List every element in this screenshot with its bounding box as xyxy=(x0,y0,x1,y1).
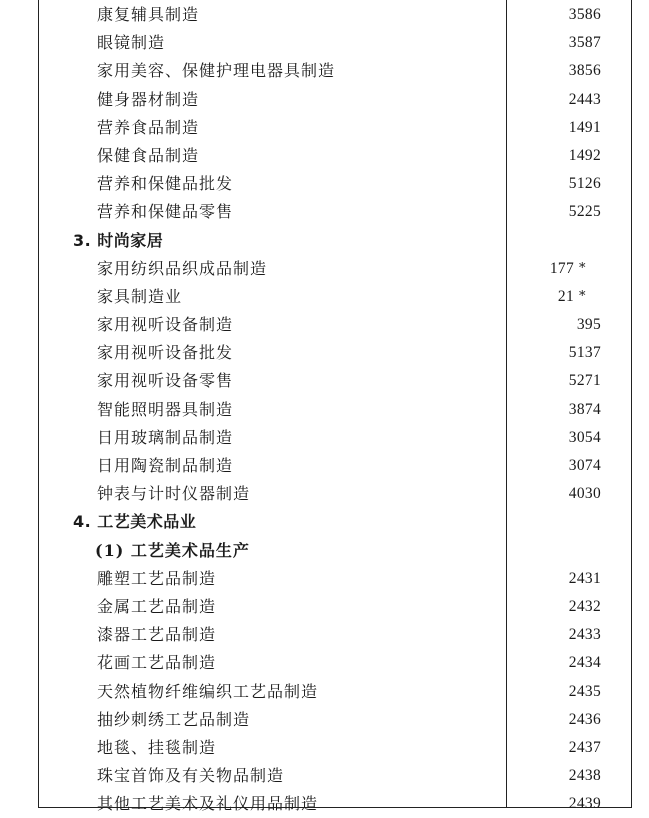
industry-code: 2438 xyxy=(568,767,601,785)
industry-name: 家用美容、保健护理电器具制造 xyxy=(97,61,336,81)
industry-name: 健身器材制造 xyxy=(97,89,200,109)
industry-name: 天然植物纤维编织工艺品制造 xyxy=(97,681,319,701)
industry-code: 5137 xyxy=(568,344,601,362)
industry-code: 2443 xyxy=(568,90,601,108)
industry-code: 1492 xyxy=(568,146,601,164)
industry-code: 2435 xyxy=(568,682,601,700)
industry-code: 21 xyxy=(557,287,574,305)
industry-code: 5126 xyxy=(568,175,601,193)
table-row xyxy=(39,255,633,283)
industry-name: 营养和保健品批发 xyxy=(97,174,234,194)
industry-code: 2436 xyxy=(568,710,601,728)
industry-name: 家用视听设备批发 xyxy=(97,343,234,363)
table-row xyxy=(39,57,633,85)
section-title: 3. 时尚家居 xyxy=(73,230,164,250)
table-row xyxy=(39,198,633,226)
table-row xyxy=(39,565,633,593)
industry-name: 家用视听设备制造 xyxy=(97,315,234,335)
table-row xyxy=(39,678,633,706)
industry-name: 雕塑工艺品制造 xyxy=(97,568,217,588)
table-rows xyxy=(39,0,633,818)
industry-code: 3856 xyxy=(568,62,601,80)
industry-name: 金属工艺品制造 xyxy=(97,596,217,616)
industry-name: 家具制造业 xyxy=(97,286,183,306)
industry-name: 康复辅具制造 xyxy=(97,5,200,24)
industry-code: 2437 xyxy=(568,738,601,756)
industry-name: 眼镜制造 xyxy=(97,33,166,53)
subsection-row xyxy=(39,537,633,565)
industry-name: 智能照明器具制造 xyxy=(97,399,234,419)
table-row xyxy=(39,480,633,508)
section-title: 4. 工艺美术品业 xyxy=(73,512,197,532)
industry-code: 3586 xyxy=(568,6,601,23)
industry-code: 2433 xyxy=(568,626,601,644)
table-row xyxy=(39,649,633,677)
table-row xyxy=(39,621,633,649)
table-row xyxy=(39,142,633,170)
industry-code: 395 xyxy=(576,316,601,334)
industry-code: 2432 xyxy=(568,597,601,615)
industry-name: 珠宝首饰及有关物品制造 xyxy=(97,766,285,786)
industry-name: 家用视听设备零售 xyxy=(97,371,234,391)
table-row xyxy=(39,396,633,424)
industry-name: 日用玻璃制品制造 xyxy=(97,427,234,447)
table-row xyxy=(39,762,633,790)
table-row xyxy=(39,790,633,818)
industry-name: 钟表与计时仪器制造 xyxy=(97,484,251,504)
industry-name: 漆器工艺品制造 xyxy=(97,625,217,645)
industry-name: 花画工艺品制造 xyxy=(97,653,217,673)
table-row xyxy=(39,706,633,734)
industry-code: 5225 xyxy=(568,203,601,221)
industry-code: 2431 xyxy=(568,569,601,587)
industry-code: 2439 xyxy=(568,795,601,813)
industry-name: 营养和保健品零售 xyxy=(97,202,234,222)
table-row xyxy=(39,114,633,142)
table-row xyxy=(39,29,633,57)
table-row xyxy=(39,367,633,395)
table-row xyxy=(39,283,633,311)
table-row xyxy=(39,734,633,762)
industry-code: 2434 xyxy=(568,654,601,672)
subsection-title: (1) 工艺美术品生产 xyxy=(95,540,250,560)
table-row xyxy=(39,170,633,198)
table-row xyxy=(39,452,633,480)
industry-code: 5271 xyxy=(568,372,601,390)
industry-code: 4030 xyxy=(568,485,601,503)
industry-name: 地毯、挂毯制造 xyxy=(97,737,217,757)
asterisk-mark: * xyxy=(579,260,586,276)
industry-name: 抽纱刺绣工艺品制造 xyxy=(97,709,251,729)
section-row xyxy=(39,508,633,536)
section-row xyxy=(39,227,633,255)
table-row xyxy=(39,339,633,367)
industry-code: 3874 xyxy=(568,400,601,418)
table-row xyxy=(39,593,633,621)
industry-name: 日用陶瓷制品制造 xyxy=(97,456,234,475)
industry-code: 177 xyxy=(549,259,574,277)
industry-name: 营养食品制造 xyxy=(97,117,200,137)
industry-code: 3587 xyxy=(568,34,601,52)
industry-code: 3074 xyxy=(568,457,601,474)
table-row xyxy=(39,86,633,114)
asterisk-mark: * xyxy=(579,288,586,304)
table-row xyxy=(39,311,633,339)
industry-code: 1491 xyxy=(568,118,601,136)
industry-name: 家用纺织品织成品制造 xyxy=(97,258,268,278)
table-row xyxy=(39,1,633,29)
industry-code: 3054 xyxy=(568,428,601,446)
industry-name: 保健食品制造 xyxy=(97,145,200,165)
industry-name: 其他工艺美术及礼仪用品制造 xyxy=(97,794,319,814)
industry-code-table xyxy=(38,0,632,814)
table-row xyxy=(39,424,633,452)
